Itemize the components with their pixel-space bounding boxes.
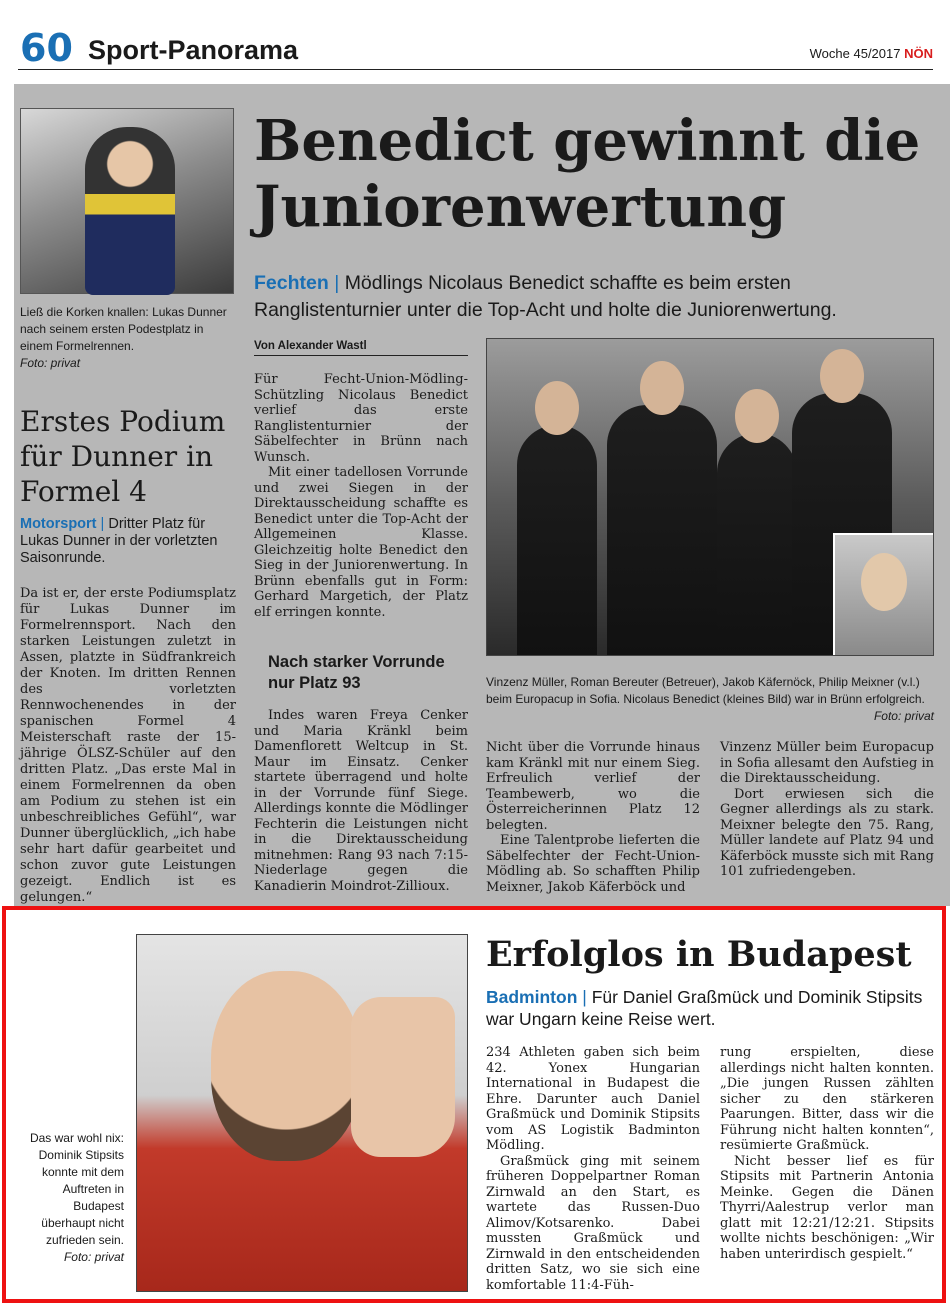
caption-text: Ließ die Korken knallen: Lukas Dunner nach seinem ersten Podestplatz in einem Formelrennen. xyxy=(20,305,227,353)
fechten-headline: Benedict gewinnt die Juniorenwertung xyxy=(254,108,921,240)
photo-credit: Foto: privat xyxy=(873,709,934,723)
motorsport-body: Da ist er, der erste Podiumsplatz für Lukas Dunner im Formelrennsport. Nach den starken Leistungen zuletzt in Assen, platzte in Südfrankreich der Knoten. Im dritten Rennen des vorletzten Rennwochenendes in der spanischen Formel 4 Meisterschaft raste der 15-jährige ÖLSZ-Schüler auf den dritten Platz. „Das erste Mal in einem Formelrennen da oben am Podium zu stehen ist ein unbeschreibliches Gefühl“, war Dunner überglücklich, „ich habe sehr hart dafür gearbeitet und schon zuvor gute Leistungen gezeigt. Endlich ist es gelungen.“ xyxy=(20,586,236,905)
podium-photo xyxy=(20,108,234,294)
paragraph: Nicht über die Vorrunde hinaus kam Kränkl mit nur einem Sieg. Erfreulich verlief der Teambewerb, wo die Österreicherinnen Platz 12 belegten. xyxy=(486,740,700,833)
photo-credit: Foto: privat xyxy=(63,1250,124,1264)
paragraph: Für Fecht-Union-Mödling-Schützling Nicolaus Benedict verlief das erste Ranglistenturnier der Säbelfechter in Brünn nach Wunsch. xyxy=(254,372,468,465)
person-figure xyxy=(607,405,717,655)
thumbs-down-icon xyxy=(351,997,455,1157)
fechten-column-1 xyxy=(254,372,468,620)
caption-text: Vinzenz Müller, Roman Bereuter (Betreuer), Jakob Käfernöck, Philip Meixner (v.l.) beim Europacup in Sofia. Nicolaus Benedict (kleines Bild) war in Brünn erfolgreich. xyxy=(486,675,925,706)
badminton-headline: Erfolglos in Budapest xyxy=(486,934,912,975)
issue-week: Woche 45/2017 xyxy=(809,46,901,61)
paragraph: Dort erwiesen sich die Gegner allerdings als zu stark. Meixner belegte den 75. Rang, Müller landete auf Platz 94 und Käferböck musste sich mit Rang 101 zufriedengeben. xyxy=(720,786,934,879)
fechten-kicker: Fechten xyxy=(254,272,329,294)
motorsport-teaser: Motorsport | Dritter Platz für Lukas Dunner in der vorletzten Saisonrunde. xyxy=(20,516,218,566)
badminton-teaser: Badminton | Für Daniel Graßmück und Dominik Stipsits war Ungarn keine Reise wert. xyxy=(486,987,923,1029)
byline: Von Alexander Wastl xyxy=(254,340,468,356)
motorsport-headline: Erstes Podium für Dunner in Formel 4 xyxy=(20,405,226,508)
fechten-column-1-continued xyxy=(254,708,468,894)
fechten-subheadline: Nach starker Vorrunde nur Platz 93 xyxy=(268,653,445,692)
badminton-kicker: Badminton xyxy=(486,987,578,1007)
badminton-teaser-text: Für Daniel Graßmück und Dominik Stipsits war Ungarn keine Reise wert. xyxy=(486,987,923,1029)
inset-portrait xyxy=(833,533,933,655)
brand-logo: NÖN xyxy=(904,46,933,61)
caption-text: Das war wohl nix: Dominik Stipsits konnte mit dem Auftreten in Budapest überhaupt nicht zufrieden sein. xyxy=(29,1131,124,1247)
podium-photo-caption xyxy=(20,304,234,372)
paragraph: Indes waren Freya Cenker und Maria Kränkl beim Damenflorett Weltcup in St. Maur im Einsatz. Cenker startete überragend und holte in der Vorrunde fünf Siege. Allerdings konnte die Mödlinger Fechterin die Leistungen nicht in die Direktausscheidung mitnehmen: Rang 93 nach 7:15-Niederlage gegen die Kanadierin Moindrot-Zillioux. xyxy=(254,708,468,894)
fechten-teaser-text: Mödlings Nicolaus Benedict schaffte es beim ersten Ranglistenturnier unter die Top-Acht und holte die Juniorenwertung. xyxy=(254,272,837,321)
team-photo-caption xyxy=(486,674,934,725)
thumbs-down-photo xyxy=(136,934,468,1292)
driver-figure xyxy=(85,127,175,295)
motorsport-teaser-text: Dritter Platz für Lukas Dunner in der vorletzten Saisonrunde. xyxy=(20,516,218,566)
player-face xyxy=(211,971,361,1161)
badminton-column-1 xyxy=(486,1045,700,1293)
fechten-teaser: Fechten | Mödlings Nicolaus Benedict schaffte es beim ersten Ranglistenturnier unter die Top-Acht und holte die Juniorenwertung. xyxy=(254,272,837,321)
person-figure xyxy=(717,433,797,655)
person-figure xyxy=(517,425,597,655)
section-title: Sport-Panorama xyxy=(88,35,299,65)
paragraph: Nicht besser lief es für Stipsits mit Partnerin Antonia Meinke. Gegen die Dänen Thyrri/Aalestrup verlor man glatt mit 12:21/12:21. Stipsits wollte nichts beschönigen: „Wir haben unterirdisch gespielt.“ xyxy=(720,1153,934,1262)
paragraph: Eine Talentprobe lieferten die Säbelfechter der Fecht-Union-Mödling ab. So schafften Philip Meixner, Jakob Käferböck und xyxy=(486,833,700,895)
team-photo xyxy=(486,338,934,656)
badminton-column-2 xyxy=(720,1045,934,1262)
motorsport-kicker: Motorsport xyxy=(20,516,97,532)
fechten-column-3 xyxy=(720,740,934,880)
issue-info xyxy=(810,46,933,61)
badminton-photo-caption xyxy=(24,1130,124,1266)
photo-credit: Foto: privat xyxy=(20,356,81,370)
page-header xyxy=(18,26,933,70)
fechten-column-2 xyxy=(486,740,700,895)
paragraph: Graßmück ging mit seinem früheren Doppelpartner Roman Zirnwald an den Start, es wartete das Russen-Duo Alimov/Kotsarenko. Dabei mussten Graßmück und Zirnwald in den entscheidenden dritten Satz, wo sie sich eine komfortable 11:4-Füh- xyxy=(486,1153,700,1293)
paragraph: rung erspielten, diese allerdings nicht halten konnten. „Die jungen Russen zählten sicher zu den stärkeren Paarungen. Bitter, dass wir die Führung nicht halten konnten“, resümierte Graßmück. xyxy=(720,1045,934,1153)
paragraph: 234 Athleten gaben sich beim 42. Yonex Hungarian International in Budapest die Ehre. Darunter auch Daniel Graßmück und Dominik Stipsits vom AS Logistik Badminton Mödling. xyxy=(486,1045,700,1153)
paragraph: Mit einer tadellosen Vorrunde und zwei Siegen in der Direktausscheidung schaffte es Benedict unter die Top-Acht der Allgemeinen Klasse. Gleichzeitig holte Benedict den Sieg in der Juniorenwertung. In Brünn ebenfalls gut in Form: Gerhard Margetich, der Platz elf erringen konnte. xyxy=(254,465,468,620)
paragraph: Vinzenz Müller beim Europacup in Sofia allesamt den Aufstieg in die Direktausscheidung. xyxy=(720,740,934,786)
page-number: 60 xyxy=(20,26,73,70)
